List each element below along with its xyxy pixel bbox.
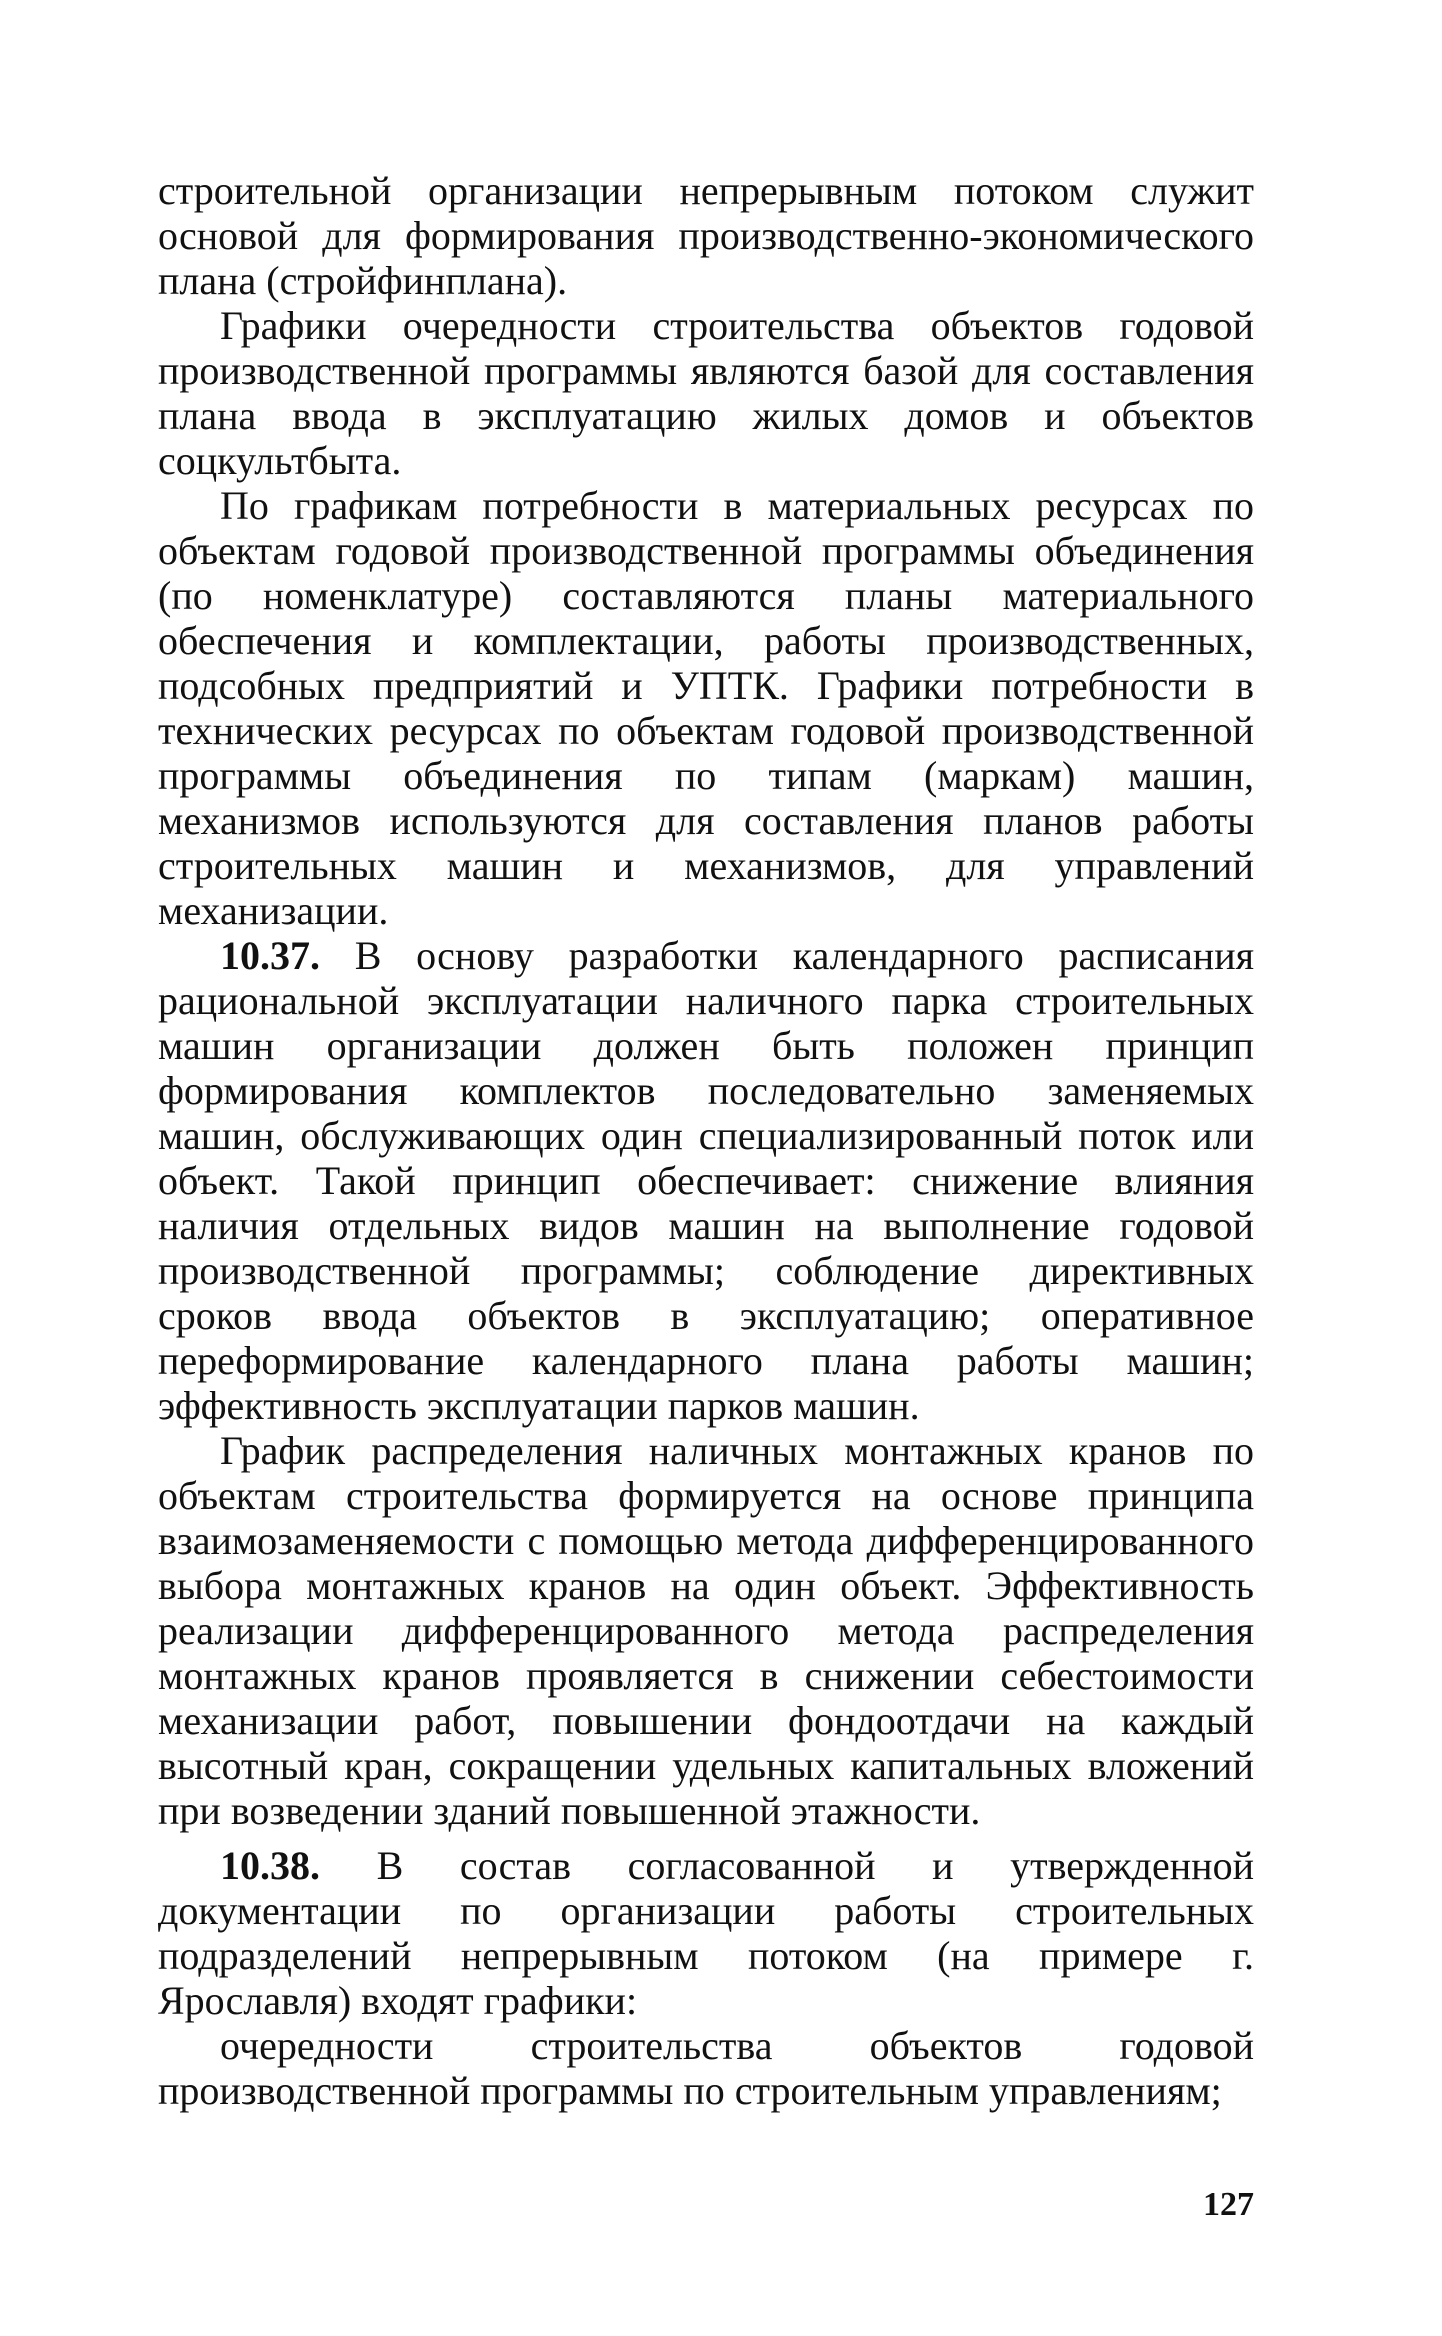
paragraph-text: В состав согласованной и утвержденной документации по организации работы строительных подразделений непрерывным потоком (на примере г. Ярославля) входят графики: <box>158 1843 1254 2023</box>
page-number: 127 <box>1203 2186 1254 2223</box>
paragraph-material-resources <box>158 483 1254 933</box>
paragraph-text: строительной организации непрерывным потоком служит основой для формирования производственно-экономического плана (стройфинплана). <box>158 168 1254 303</box>
paragraph-list-item <box>158 2023 1254 2113</box>
paragraph-section-10-37 <box>158 933 1254 1428</box>
paragraph-text: очередности строительства объектов годовой производственной программы по строительным управлениям; <box>158 2023 1254 2113</box>
paragraph-text: По графикам потребности в материальных ресурсах по объектам годовой производственной программы объединения (по номенклатуре) составляются планы материального обеспечения и комплектации, работы производственных, подсобных предприятий и УПТК. Графики потребности в технических ресурсах по объектам годовой производственной программы объединения по типам (маркам) машин, механизмов используются для составления планов работы строительных машин и механизмов, для управлений механизации. <box>158 483 1254 933</box>
paragraph-cranes-distribution <box>158 1428 1254 1833</box>
paragraph-schedules-sequence <box>158 303 1254 483</box>
body-text <box>158 168 1254 2113</box>
section-number: 10.38. <box>220 1843 320 1888</box>
paragraph-text: В основу разработки календарного расписания рациональной эксплуатации наличного парка строительных машин организации должен быть положен принцип формирования комплектов последовательно заменяемых машин, обслуживающих один специализированный поток или объект. Такой принцип обеспечивает: снижение влияния наличия отдельных видов машин на выполнение годовой производственной программы; соблюдение директивных сроков ввода объектов в эксплуатацию; оперативное переформирование календарного плана работы машин; эффективность эксплуатации парков машин. <box>158 933 1255 1428</box>
paragraph-section-10-38 <box>158 1843 1254 2023</box>
paragraph-text: Графики очередности строительства объектов годовой производственной программы являются базой для составления плана ввода в эксплуатацию жилых домов и объектов соцкультбыта. <box>158 303 1254 483</box>
paragraph-text: График распределения наличных монтажных кранов по объектам строительства формируется на основе принципа взаимозаменяемости с помощью метода дифференцированного выбора монтажных кранов на один объект. Эффективность реализации дифференцированного метода распределения монтажных кранов проявляется в снижении себестоимости механизации работ, повышении фондоотдачи на каждый высотный кран, сокращении удельных капитальных вложений при возведении зданий повышенной этажности. <box>158 1428 1254 1833</box>
section-number: 10.37. <box>220 933 320 978</box>
paragraph-continuation <box>158 168 1254 303</box>
